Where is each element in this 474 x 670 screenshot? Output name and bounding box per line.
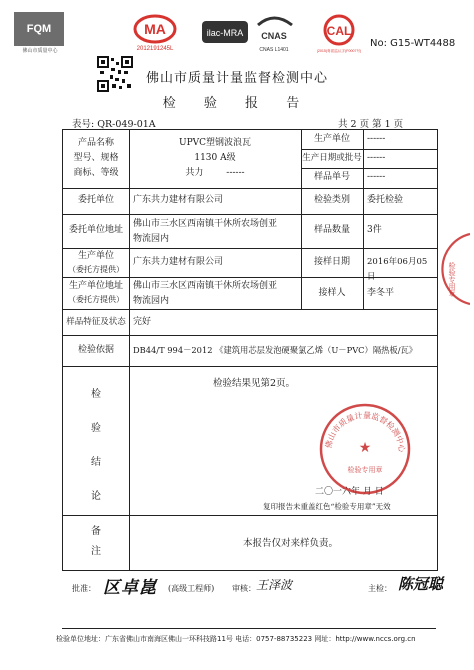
producer-addr-label: 生产单位地址 <box>68 281 123 291</box>
reviewer-signature: 王泽波 <box>256 578 293 592</box>
producer-value: 广东共力建材有限公司 <box>133 257 224 267</box>
ma-logo-text: MA <box>144 21 166 37</box>
side-seal-stamp <box>430 232 470 306</box>
check-type-label: 检验类别 <box>313 195 350 205</box>
basis-value: DB44/T 994－2012 《建筑用芯层发泡硬聚氯乙烯（U－PVC）隔热板/瓦》 <box>133 345 418 355</box>
client-addr-line2: 物流园内 <box>133 234 170 244</box>
sample-state-value: 完好 <box>133 317 152 327</box>
receiver-label: 接样人 <box>318 288 346 298</box>
inspection-seal-stamp <box>318 402 413 497</box>
cal-logo <box>316 12 362 56</box>
cal-logo-text: CAL <box>326 24 352 38</box>
tester-signature: 陈冠聪 <box>398 575 444 593</box>
sample-no-label: 样品单号 <box>313 172 350 182</box>
sample-qty-label: 样品数量 <box>313 225 350 235</box>
product-label-brand: 商标、等级 <box>73 168 119 178</box>
conclusion-label-char: 检 <box>91 389 101 400</box>
fqm-logo-caption: 佛山市质量中心 <box>22 48 58 54</box>
ilac-logo-text: ilac-MRA <box>206 28 244 38</box>
prod-unit-label: 生产单位 <box>313 134 350 144</box>
prod-unit-value: ------ <box>367 134 386 144</box>
approver-label: 批准： <box>72 584 96 593</box>
producer-addr-label-note: （委托方提供） <box>68 295 124 304</box>
basis-label: 检验依据 <box>77 345 114 355</box>
seal-inner-text: 检验专用章 <box>347 466 383 474</box>
receive-date-label: 接样日期 <box>313 257 350 267</box>
tester-label: 主检： <box>368 584 392 593</box>
client-addr-label: 委托单位地址 <box>68 225 123 235</box>
ma-logo-number: 2012191245L <box>136 46 174 52</box>
client-addr-line1: 佛山市三水区西南镇干休所农场创亚 <box>133 219 278 229</box>
receiver-value: 李冬平 <box>367 288 395 298</box>
footer-address: 检验单位地址：广东省佛山市南海区佛山一环科技路11号 电话：0757-88735223 网址：http://www.nccs.org.cn <box>56 635 416 643</box>
page-info: 共 2 页 第 1 页 <box>338 119 404 130</box>
side-seal-text: 检验专用章 <box>448 262 456 297</box>
conclusion-label-char: 结 <box>91 457 101 468</box>
sample-state-label: 样品特征及状态 <box>66 317 126 327</box>
remark-label-char: 注 <box>91 546 101 557</box>
product-brand-value: 共力 ------ <box>185 168 245 178</box>
approver-signature: 区卓崑 <box>103 578 157 598</box>
product-model-value: 1130 A级 <box>194 153 236 163</box>
approver-title: (高级工程师) <box>168 584 215 593</box>
remark-text: 本报告仅对来样负责。 <box>243 538 339 549</box>
conclusion-label-char: 验 <box>91 423 101 434</box>
seal-ring-text: 佛山市质量计量监督检测中心 <box>324 410 407 453</box>
report-table <box>62 129 438 571</box>
prod-date-value: ------ <box>367 153 386 163</box>
sample-no-value: ------ <box>367 172 386 182</box>
receive-date-value: 2016年06月05日 <box>367 257 428 282</box>
prod-date-label: 生产日期或批号 <box>302 153 362 163</box>
conclusion-label-char: 论 <box>91 491 101 502</box>
client-label: 委托单位 <box>77 195 114 205</box>
cnas-logo-text: CNAS <box>261 31 287 41</box>
report-title: 检 验 报 告 <box>162 96 312 111</box>
cnas-logo <box>252 13 297 55</box>
report-number: No: G15-WT4488 <box>370 38 456 49</box>
remark-label-char: 备 <box>91 526 101 537</box>
sample-qty-value: 3件 <box>367 225 382 235</box>
check-type-value: 委托检验 <box>367 195 404 205</box>
product-label-model: 型号、规格 <box>73 153 119 163</box>
producer-addr-line2: 物流园内 <box>133 296 170 306</box>
ilac-logo <box>200 15 250 50</box>
product-name-value: UPVC塑钢波浪瓦 <box>178 138 252 148</box>
producer-label-note: （委托方提供） <box>68 265 124 274</box>
cma-logo <box>130 13 180 53</box>
cal-logo-number: (2015)粤质监认字(F0007号) <box>316 49 362 53</box>
fqm-logo: FQM <box>14 12 64 46</box>
svg-text:★: ★ <box>358 440 372 456</box>
product-label-name: 产品名称 <box>77 138 114 148</box>
cnas-logo-number: CNAS L1401 <box>259 47 289 53</box>
center-name: 佛山市质量计量监督检测中心 <box>145 71 328 86</box>
footer-divider <box>62 628 436 629</box>
producer-label: 生产单位 <box>77 251 114 261</box>
client-value: 广东共力建材有限公司 <box>133 195 224 205</box>
conclusion-text: 检验结果见第2页。 <box>213 378 296 389</box>
table-number: 表号: QR-049-01A <box>72 119 156 130</box>
reviewer-label: 审核： <box>232 584 256 593</box>
conclusion-date: 二〇一六年 月 日 <box>315 487 384 497</box>
producer-addr-line1: 佛山市三水区西南镇干休所农场创亚 <box>133 281 278 291</box>
conclusion-note: 复印报告未重盖红色“检验专用章”无效 <box>263 502 391 511</box>
